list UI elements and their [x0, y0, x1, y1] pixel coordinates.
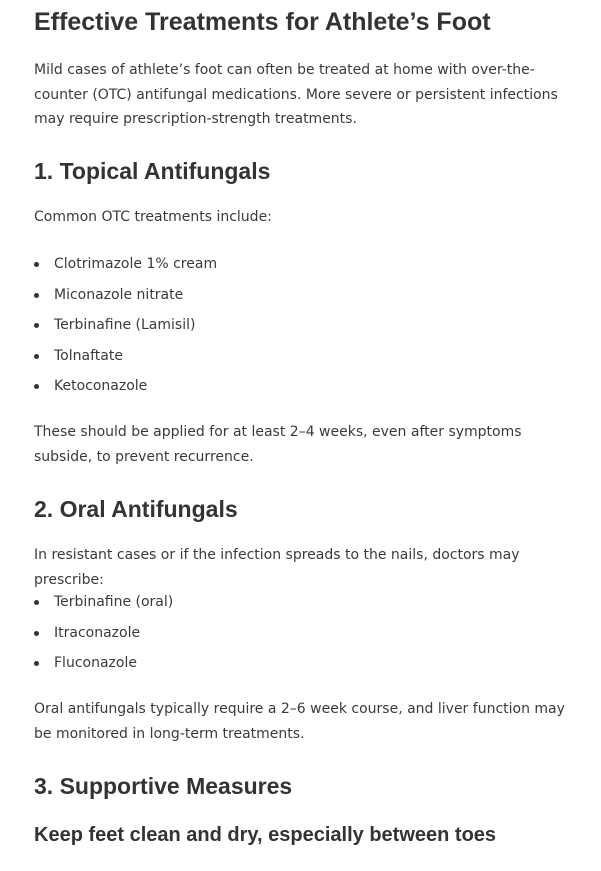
- section-note-oral: Oral antifungals typically require a 2–6 week course, and liver function may be monitored in long-term treatments.: [34, 701, 565, 742]
- list-item: Fluconazole: [34, 648, 173, 679]
- list-item: Terbinafine (oral): [34, 587, 173, 618]
- section-heading-supportive: 3. Supportive Measures: [34, 773, 293, 799]
- list-item: Ketoconazole: [34, 371, 217, 402]
- section-note-topical: These should be applied for at least 2–4 weeks, even after symptoms subside, to prevent recurrence.: [34, 424, 522, 465]
- list-item: Miconazole nitrate: [34, 280, 217, 311]
- oral-list: [34, 587, 173, 679]
- list-item: Itraconazole: [34, 618, 173, 649]
- section-heading-oral: 2. Oral Antifungals: [34, 496, 238, 522]
- section-lead-topical: Common OTC treatments include:: [34, 209, 272, 225]
- intro-paragraph: Mild cases of athlete’s foot can often be treated at home with over-the-counter (OTC) antifungal medications. More severe or persistent infections may require prescription-strength treatments.: [34, 62, 558, 127]
- page-title: Effective Treatments for Athlete’s Foot: [34, 8, 491, 36]
- topical-list: [34, 249, 217, 402]
- list-item: Terbinafine (Lamisil): [34, 310, 217, 341]
- list-item: Tolnaftate: [34, 341, 217, 372]
- section-lead-oral: In resistant cases or if the infection spreads to the nails, doctors may prescribe:: [34, 547, 520, 588]
- list-item: Clotrimazole 1% cream: [34, 249, 217, 280]
- subheading-clean-dry: Keep feet clean and dry, especially between toes: [34, 824, 497, 846]
- section-heading-topical: 1. Topical Antifungals: [34, 158, 271, 184]
